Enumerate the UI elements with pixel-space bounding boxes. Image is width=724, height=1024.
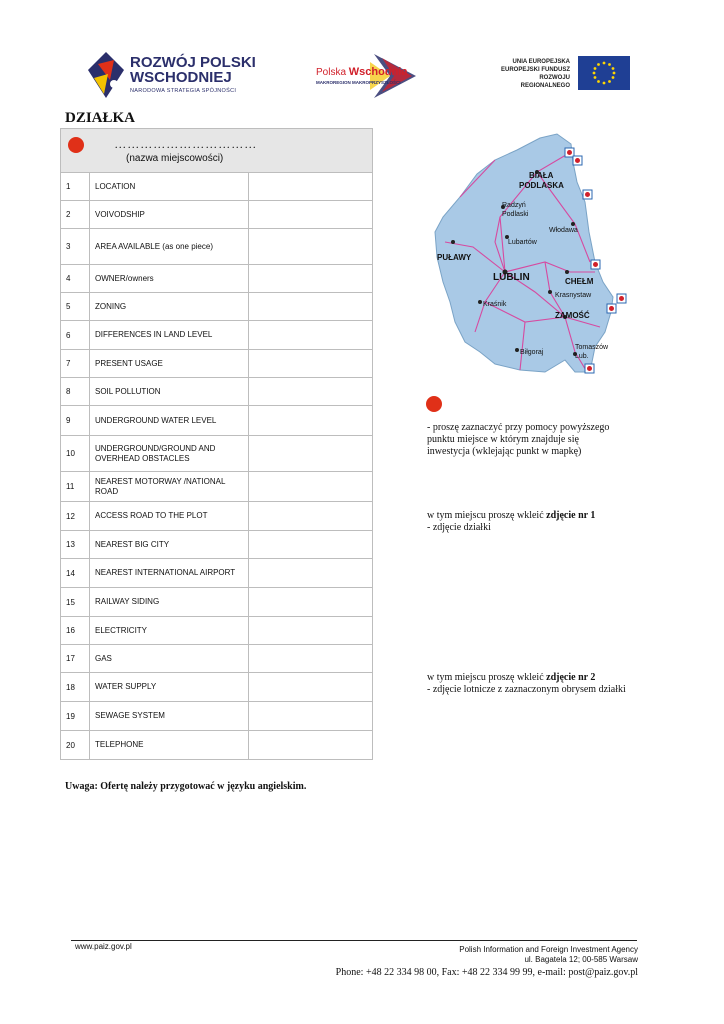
form-header-cell: [61, 129, 373, 173]
table-row: [61, 378, 373, 406]
row-number: 1: [61, 173, 90, 201]
table-row: [61, 293, 373, 321]
table-row: [61, 673, 373, 702]
row-value-field[interactable]: [249, 472, 373, 502]
table-row: [61, 201, 373, 229]
row-number: 14: [61, 559, 90, 588]
photo2-desc: - zdjęcie lotnicze z zaznaczonym obrysem działki: [427, 684, 626, 695]
row-number: 3: [61, 229, 90, 265]
row-number: 7: [61, 350, 90, 378]
photo2-bold: zdjęcie nr 2: [546, 672, 596, 683]
row-label: VOIVODSHIP: [90, 201, 249, 229]
row-number: 13: [61, 531, 90, 559]
rpw-title: ROZWÓJ POLSKI WSCHODNIEJ: [130, 54, 256, 86]
row-label: NEAREST BIG CITY: [90, 531, 249, 559]
language-note: Uwaga: Ofertę należy przygotować w języku angielskim.: [65, 781, 307, 792]
photo1-prefix: w tym miejscu proszę wkleić: [427, 510, 547, 521]
table-row: [61, 321, 373, 350]
row-value-field[interactable]: [249, 350, 373, 378]
place-name-label: (nazwa miejscowości): [126, 153, 224, 165]
row-value-field[interactable]: [249, 588, 373, 617]
svg-text:Włodawa: Włodawa: [549, 227, 578, 234]
table-row: [61, 229, 373, 265]
map-instructions: - proszę zaznaczyć przy pomocy powyższego punktu miejsce w którym znajduje się inwestycja (wklejając punkt w mapkę): [427, 422, 610, 457]
row-label: ELECTRICITY: [90, 617, 249, 645]
footer-contact: Phone: +48 22 334 98 00, Fax: +48 22 334 99 99, e-mail: post@paiz.gov.pl: [335, 967, 638, 978]
row-label: GAS: [90, 645, 249, 673]
pw-title-1: Polska: [316, 67, 347, 78]
table-row: [61, 645, 373, 673]
row-label: SOIL POLLUTION: [90, 378, 249, 406]
row-number: 18: [61, 673, 90, 702]
row-value-field[interactable]: [249, 406, 373, 436]
row-label: AREA AVAILABLE (as one piece): [90, 229, 249, 265]
row-label: SEWAGE SYSTEM: [90, 702, 249, 731]
page-title: DZIAŁKA: [65, 110, 136, 126]
row-value-field[interactable]: [249, 173, 373, 201]
row-label: WATER SUPPLY: [90, 673, 249, 702]
row-value-field[interactable]: [249, 531, 373, 559]
row-value-field[interactable]: [249, 731, 373, 760]
row-label: DIFFERENCES IN LAND LEVEL: [90, 321, 249, 350]
row-label: ZONING: [90, 293, 249, 321]
svg-text:ZAMOŚĆ: ZAMOŚĆ: [555, 311, 590, 320]
row-value-field[interactable]: [249, 265, 373, 293]
pw-title-2: Wschodnia: [348, 66, 408, 78]
svg-text:RadzyńPodlaski: Radzyń Podlaski: [502, 202, 529, 218]
row-label: OWNER/owners: [90, 265, 249, 293]
row-label: UNDERGROUND/GROUND AND OVERHEAD OBSTACLES: [90, 436, 249, 472]
row-value-field[interactable]: [249, 673, 373, 702]
row-number: 10: [61, 436, 90, 472]
photo2-instructions: [427, 672, 627, 696]
location-marker-icon: [68, 137, 84, 153]
polska-wschodnia-logo: [312, 52, 422, 100]
svg-text:Krasnystaw: Krasnystaw: [555, 292, 592, 299]
svg-text:Lubartów: Lubartów: [508, 239, 537, 246]
photo1-bold: zdjęcie nr 1: [546, 510, 596, 521]
svg-text:PUŁAWY: PUŁAWY: [437, 253, 472, 262]
row-value-field[interactable]: [249, 436, 373, 472]
row-label: LOCATION: [90, 173, 249, 201]
svg-text:CHEŁM: CHEŁM: [565, 277, 594, 286]
row-number: 8: [61, 378, 90, 406]
table-row: [61, 531, 373, 559]
row-label: NEAREST INTERNATIONAL AIRPORT: [90, 559, 249, 588]
row-value-field[interactable]: [249, 293, 373, 321]
footer-street: ul. Bagatela 12; 00-585 Warsaw: [524, 955, 638, 964]
pw-subtitle: MAKROREGION MAKROPRZYSZŁOŚCI: [316, 80, 401, 85]
footer-address: [459, 945, 638, 965]
row-number: 15: [61, 588, 90, 617]
row-number: 17: [61, 645, 90, 673]
row-label: RAILWAY SIDING: [90, 588, 249, 617]
row-label: UNDERGROUND WATER LEVEL: [90, 406, 249, 436]
svg-text:Biłgoraj: Biłgoraj: [520, 349, 544, 356]
row-value-field[interactable]: [249, 702, 373, 731]
row-value-field[interactable]: [249, 502, 373, 531]
form-header-row: [61, 129, 373, 173]
table-row: [61, 436, 373, 472]
row-value-field[interactable]: [249, 321, 373, 350]
svg-text:LUBLIN: LUBLIN: [493, 272, 530, 283]
rpw-subtitle: NARODOWA STRATEGIA SPÓJNOŚCI: [130, 88, 237, 94]
row-number: 20: [61, 731, 90, 760]
row-value-field[interactable]: [249, 617, 373, 645]
row-value-field[interactable]: [249, 201, 373, 229]
rozwoj-polski-wschodniej-logo: [86, 50, 266, 102]
row-value-field[interactable]: [249, 645, 373, 673]
row-number: 5: [61, 293, 90, 321]
row-number: 11: [61, 472, 90, 502]
footer-website-link[interactable]: www.paiz.gov.pl: [75, 942, 132, 951]
plot-form-table: [60, 128, 373, 760]
row-number: 6: [61, 321, 90, 350]
svg-text:Kraśnik: Kraśnik: [483, 301, 507, 308]
row-value-field[interactable]: [249, 559, 373, 588]
eu-flag-icon: [578, 56, 630, 90]
footer-agency: Polish Information and Foreign Investment Agency: [459, 945, 638, 954]
svg-text:TomaszówLub.: Tomaszów Lub.: [575, 344, 609, 360]
eu-logo: [494, 56, 630, 90]
location-marker-icon[interactable]: [426, 396, 442, 412]
table-row: [61, 731, 373, 760]
table-row: [61, 406, 373, 436]
row-number: 12: [61, 502, 90, 531]
table-row: [61, 265, 373, 293]
table-row: [61, 559, 373, 588]
table-row: [61, 617, 373, 645]
table-row: [61, 350, 373, 378]
table-row: [61, 472, 373, 502]
table-row: [61, 502, 373, 531]
row-number: 9: [61, 406, 90, 436]
row-number: 4: [61, 265, 90, 293]
table-row: [61, 173, 373, 201]
row-label: PRESENT USAGE: [90, 350, 249, 378]
map-label: BIAŁA PODLASKA: [519, 171, 564, 190]
eu-text: UNIA EUROPEJSKA EUROPEJSKI FUNDUSZ ROZWOJU REGIONALNEGO: [500, 59, 570, 89]
row-number: 19: [61, 702, 90, 731]
table-row: [61, 702, 373, 731]
photo1-instructions: [427, 510, 627, 534]
table-row: [61, 588, 373, 617]
photo2-prefix: w tym miejscu proszę wkleić: [427, 672, 547, 683]
row-number: 16: [61, 617, 90, 645]
row-number: 2: [61, 201, 90, 229]
lubelskie-map: [425, 132, 635, 382]
photo1-desc: - zdjęcie działki: [427, 522, 491, 533]
row-label: NEAREST MOTORWAY /NATIONAL ROAD: [90, 472, 249, 502]
row-label: ACCESS ROAD TO THE PLOT: [90, 502, 249, 531]
pw-title: [316, 66, 407, 78]
row-label: TELEPHONE: [90, 731, 249, 760]
row-value-field[interactable]: [249, 229, 373, 265]
place-name-dots[interactable]: ……………………………: [114, 136, 258, 151]
row-value-field[interactable]: [249, 378, 373, 406]
form-rows: [61, 173, 373, 760]
footer-divider: [71, 940, 637, 941]
rpw-emblem-icon: [86, 50, 126, 100]
